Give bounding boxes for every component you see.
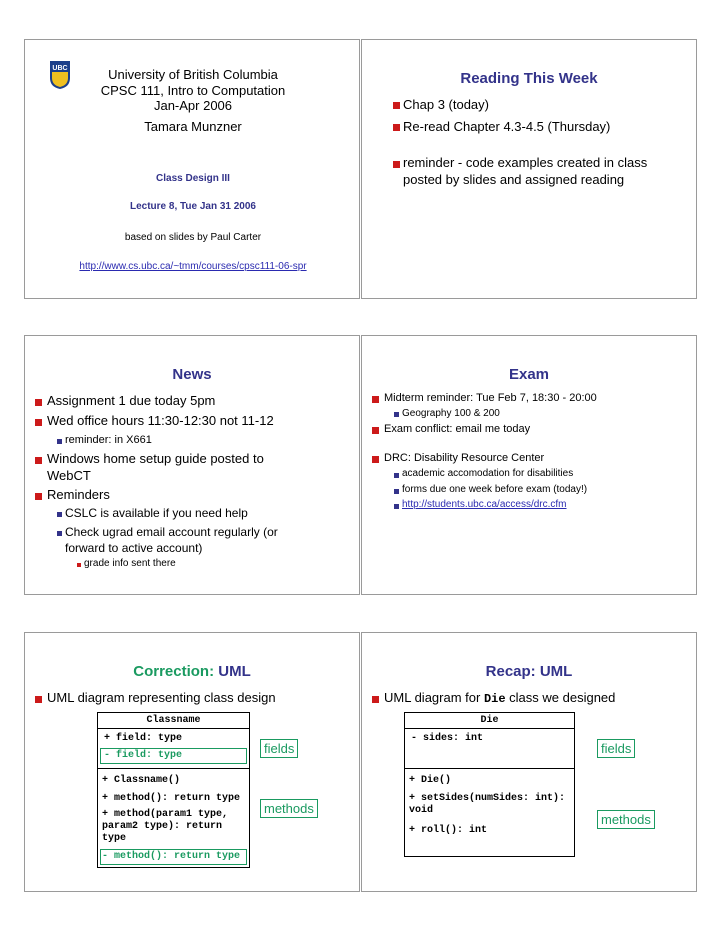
bullet-marker xyxy=(393,102,400,109)
exam-subitem: academic accomodation for disabilities xyxy=(402,468,574,479)
slide-title xyxy=(24,39,360,299)
course-name: CPSC 111, Intro to Computation xyxy=(100,83,286,98)
bullet-marker xyxy=(394,412,399,417)
news-subitem: Check ugrad email account regularly (or xyxy=(65,525,278,539)
bullet-marker xyxy=(372,696,379,703)
course-term: Jan-Apr 2006 xyxy=(153,98,233,113)
slide-heading: Recap: UML xyxy=(485,663,573,680)
slide-recap-uml xyxy=(361,632,697,892)
news-subsubitem: grade info sent there xyxy=(84,558,176,569)
course-url-link[interactable]: http://www.cs.ubc.ca/~tmm/courses/cpsc111-06-spr xyxy=(79,261,307,272)
fields-label: fields xyxy=(260,739,298,758)
instructor-name: Tamara Munzner xyxy=(144,119,242,134)
die-class-code: Die xyxy=(483,692,506,706)
slide-heading: Reading This Week xyxy=(460,70,598,87)
uml-field: + field: type xyxy=(104,733,183,744)
uml-method-continued: type xyxy=(102,833,127,844)
uml-description-prefix: UML diagram for xyxy=(384,690,484,705)
exam-item: Midterm reminder: Tue Feb 7, 18:30 - 20:00 xyxy=(384,392,597,404)
bullet-marker xyxy=(393,124,400,131)
lecture-topic: Class Design III xyxy=(156,173,230,184)
exam-item: DRC: Disability Resource Center xyxy=(384,452,545,464)
uml-field: - sides: int xyxy=(411,733,484,744)
slide-news xyxy=(24,335,360,595)
bullet-marker xyxy=(394,504,399,509)
news-item-continued: WebCT xyxy=(47,468,91,483)
ubc-logo-text: UBC xyxy=(52,65,68,72)
slide-correction-uml xyxy=(24,632,360,892)
bullet-marker xyxy=(57,439,62,444)
uml-class-name: Die xyxy=(405,713,574,729)
uml-divider xyxy=(405,768,574,769)
uml-die-diagram xyxy=(404,712,575,857)
drc-link[interactable]: http://students.ubc.ca/access/drc.cfm xyxy=(402,499,567,510)
exam-item: Exam conflict: email me today xyxy=(384,423,531,435)
news-item: Assignment 1 due today 5pm xyxy=(47,393,216,408)
slide-heading: Exam xyxy=(508,366,550,383)
bullet-marker xyxy=(57,512,62,517)
uml-method: - method(): return type xyxy=(102,851,241,862)
bullet-marker xyxy=(77,563,81,567)
fields-label: fields xyxy=(597,739,635,758)
slide-reading xyxy=(361,39,697,299)
bullet-marker xyxy=(57,531,62,536)
bullet-marker xyxy=(372,427,379,434)
bullet-marker xyxy=(35,696,42,703)
uml-class-name: Classname xyxy=(98,713,249,729)
uml-method-continued: void xyxy=(409,805,434,816)
news-subitem: reminder: in X661 xyxy=(65,434,152,446)
methods-label: methods xyxy=(597,810,655,829)
uml-field: - field: type xyxy=(104,750,183,761)
exam-subitem: Geography 100 & 200 xyxy=(402,408,500,419)
bullet-marker xyxy=(35,419,42,426)
lecture-date: Lecture 8, Tue Jan 31 2006 xyxy=(130,201,256,212)
uml-divider xyxy=(98,768,249,769)
news-item: Windows home setup guide posted to xyxy=(47,451,264,466)
news-item: Wed office hours 11:30-12:30 not 11-12 xyxy=(47,413,274,428)
bullet-marker xyxy=(394,489,399,494)
news-subitem: CSLC is available if you need help xyxy=(65,506,248,520)
university-name: University of British Columbia xyxy=(108,67,278,82)
news-item: Reminders xyxy=(47,487,110,502)
uml-method: + method(): return type xyxy=(102,793,241,804)
uml-method: + setSides(numSides: int): xyxy=(409,793,566,804)
bullet-marker xyxy=(35,457,42,464)
slides-credit: based on slides by Paul Carter xyxy=(124,232,262,243)
slide-heading-uml: UML xyxy=(218,663,251,680)
slide-heading xyxy=(25,663,359,680)
reading-item: Chap 3 (today) xyxy=(403,97,489,112)
news-subitem-continued: forward to active account) xyxy=(65,541,203,555)
reading-item: Re-read Chapter 4.3-4.5 (Thursday) xyxy=(403,119,611,134)
uml-description: UML diagram representing class design xyxy=(47,690,276,705)
bullet-marker xyxy=(393,161,400,168)
uml-method-continued: param2 type): return xyxy=(102,821,223,832)
slide-heading: News xyxy=(172,366,212,383)
uml-method: + Die() xyxy=(409,775,452,786)
slide-heading-correction: Correction: xyxy=(133,663,219,680)
methods-label: methods xyxy=(260,799,318,818)
reading-item: reminder - code examples created in class xyxy=(403,155,648,170)
uml-method: + Classname() xyxy=(102,775,181,786)
uml-class-diagram xyxy=(97,712,250,868)
uml-description xyxy=(384,690,615,707)
bullet-marker xyxy=(35,493,42,500)
uml-description-suffix: class we designed xyxy=(505,690,616,705)
bullet-marker xyxy=(35,399,42,406)
slide-exam xyxy=(361,335,697,595)
uml-method: + roll(): int xyxy=(409,825,488,836)
bullet-marker xyxy=(394,473,399,478)
reading-item-continued: posted by slides and assigned reading xyxy=(403,172,625,187)
bullet-marker xyxy=(372,396,379,403)
bullet-marker xyxy=(372,456,379,463)
uml-method: + method(param1 type, xyxy=(102,809,229,820)
exam-subitem: forms due one week before exam (today!) xyxy=(402,484,588,495)
